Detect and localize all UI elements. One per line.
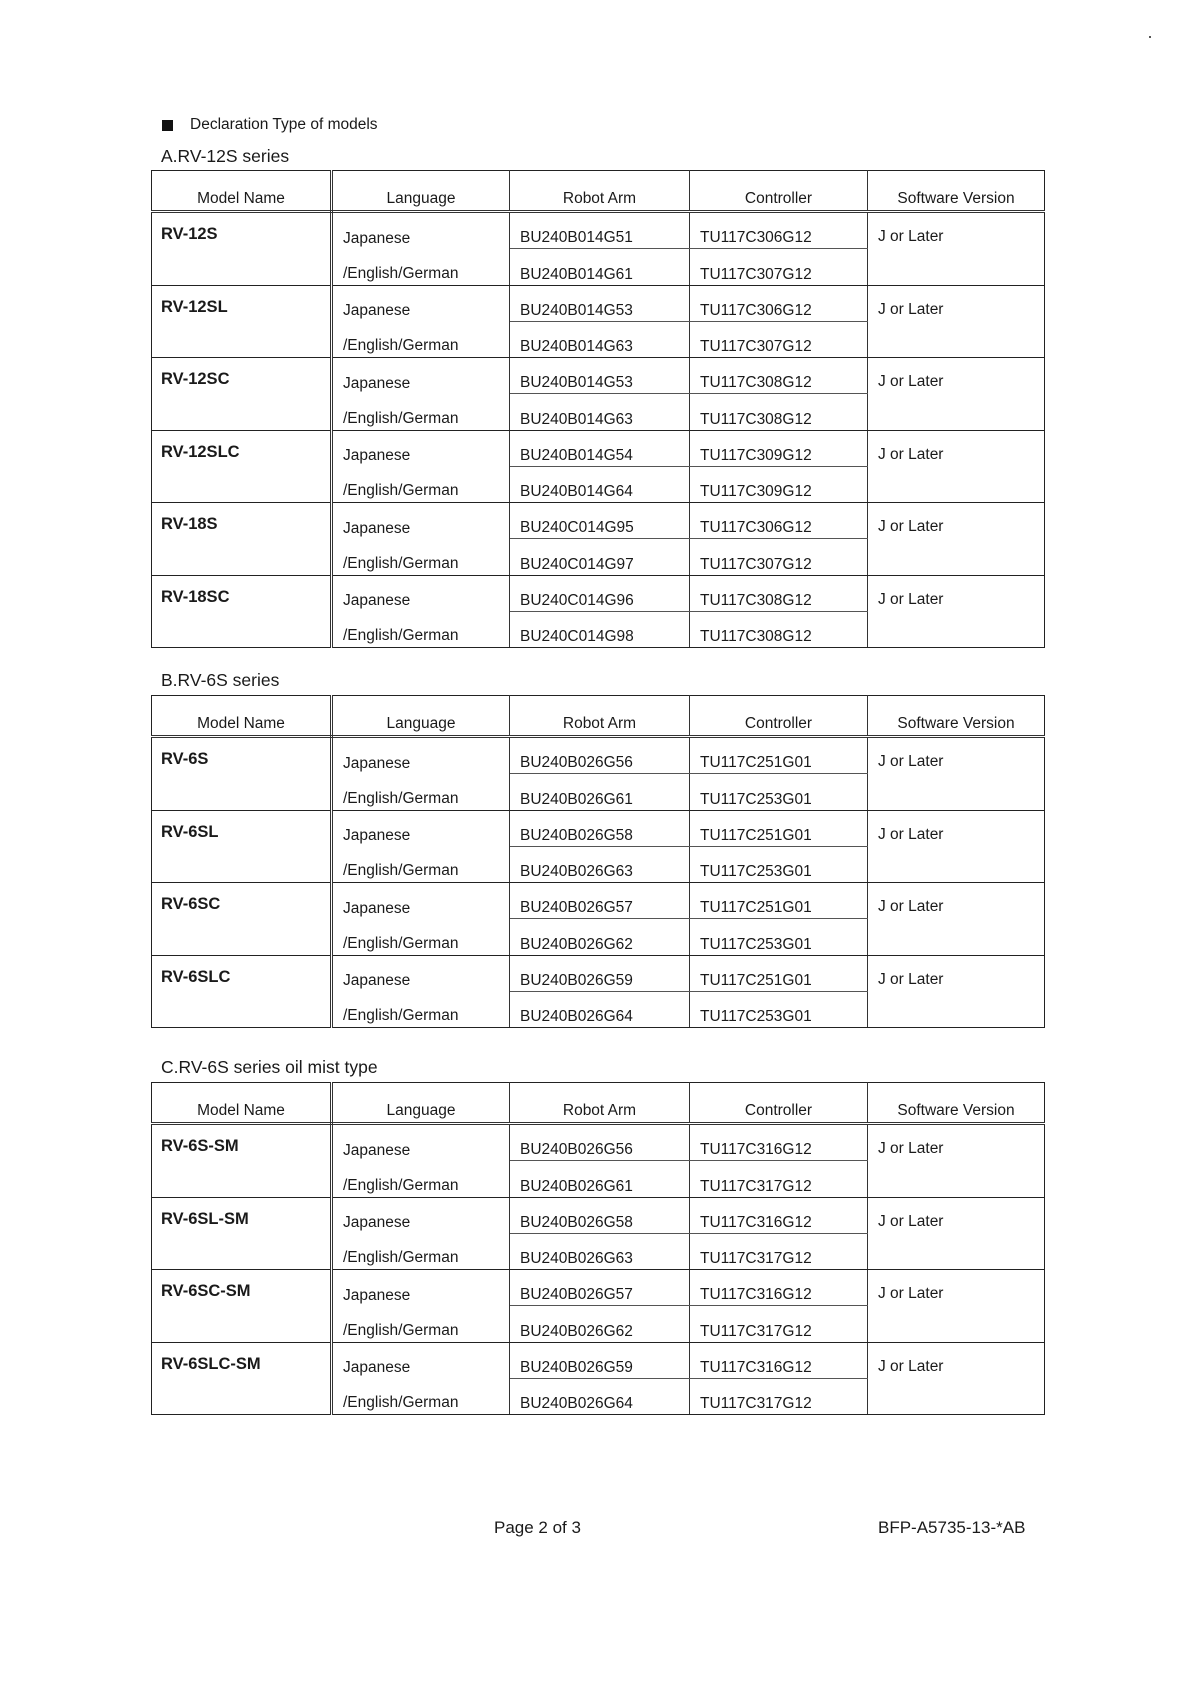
robot-arm-cell: BU240B026G57 [510,883,690,919]
section-title-c: C.RV-6S series oil mist type [161,1057,378,1077]
language-cell: /English/German [332,466,510,503]
language-cell: /English/German [332,539,510,576]
language-cell: /English/German [332,321,510,358]
language-cell: /English/German [332,846,510,883]
controller-cell: TU117C306G12 [690,503,868,539]
model-name-cell: RV-6S [152,737,332,811]
language-cell: /English/German [332,249,510,286]
software-version-cell: J or Later [868,1197,1045,1270]
table-header [152,1083,1045,1124]
model-name-cell: RV-6SLC-SM [152,1342,332,1415]
table-section-a [151,170,1045,648]
model-name-cell: RV-6SL-SM [152,1197,332,1270]
col-header-robot-arm: Robot Arm [510,1083,690,1124]
robot-arm-cell: BU240B014G61 [510,249,690,286]
controller-cell: TU117C317G12 [690,1306,868,1343]
language-cell: Japanese [332,358,510,394]
language-cell: Japanese [332,737,510,774]
declaration-heading [162,116,378,134]
square-bullet-icon [162,120,173,131]
model-row [152,1197,1045,1233]
software-version-cell: J or Later [868,883,1045,956]
robot-arm-cell: BU240B026G62 [510,919,690,956]
language-cell: Japanese [332,503,510,539]
robot-arm-cell: BU240C014G95 [510,503,690,539]
language-cell: Japanese [332,1342,510,1378]
language-cell: Japanese [332,285,510,321]
model-name-cell: RV-18S [152,503,332,576]
controller-cell: TU117C253G01 [690,919,868,956]
robot-arm-cell: BU240B026G62 [510,1306,690,1343]
controller-cell: TU117C306G12 [690,285,868,321]
language-cell: Japanese [332,430,510,466]
controller-cell: TU117C316G12 [690,1124,868,1161]
software-version-cell: J or Later [868,212,1045,286]
model-name-cell: RV-6SC [152,883,332,956]
model-name-cell: RV-6S-SM [152,1124,332,1198]
col-header-software-version: Software Version [868,1083,1045,1124]
robot-arm-cell: BU240B014G54 [510,430,690,466]
software-version-cell: J or Later [868,285,1045,358]
col-header-robot-arm: Robot Arm [510,171,690,212]
table-header [152,696,1045,737]
col-header-language: Language [332,696,510,737]
model-name-cell: RV-12S [152,212,332,286]
language-cell: /English/German [332,919,510,956]
table-section-c [151,1082,1045,1415]
controller-cell: TU117C307G12 [690,539,868,576]
section-title-a: A.RV-12S series [161,146,290,166]
col-header-controller: Controller [690,1083,868,1124]
controller-cell: TU117C307G12 [690,321,868,358]
model-name-cell: RV-12SLC [152,430,332,503]
model-row [152,1342,1045,1378]
model-row [152,737,1045,774]
robot-arm-cell: BU240B026G63 [510,1233,690,1270]
robot-arm-cell: BU240B014G53 [510,285,690,321]
controller-cell: TU117C316G12 [690,1270,868,1306]
controller-cell: TU117C307G12 [690,249,868,286]
robot-arm-cell: BU240B026G59 [510,1342,690,1378]
model-name-cell: RV-6SL [152,810,332,883]
col-header-robot-arm: Robot Arm [510,696,690,737]
controller-cell: TU117C251G01 [690,883,868,919]
col-header-language: Language [332,1083,510,1124]
language-cell: /English/German [332,1161,510,1198]
controller-cell: TU117C309G12 [690,466,868,503]
col-header-model: Model Name [152,696,332,737]
language-cell: Japanese [332,575,510,611]
language-cell: /English/German [332,1378,510,1415]
model-name-cell: RV-6SLC [152,955,332,1028]
scan-speck [1149,36,1151,38]
col-header-controller: Controller [690,696,868,737]
model-name-cell: RV-12SL [152,285,332,358]
language-cell: Japanese [332,212,510,249]
language-cell: /English/German [332,1233,510,1270]
document-id: BFP-A5735-13-*AB [878,1518,1026,1537]
model-row [152,955,1045,991]
language-cell: /English/German [332,1306,510,1343]
model-row [152,430,1045,466]
table-section-b [151,695,1045,1028]
controller-cell: TU117C253G01 [690,991,868,1028]
robot-arm-cell: BU240B026G56 [510,1124,690,1161]
controller-cell: TU117C316G12 [690,1342,868,1378]
controller-cell: TU117C308G12 [690,358,868,394]
software-version-cell: J or Later [868,955,1045,1028]
software-version-cell: J or Later [868,358,1045,431]
language-cell: Japanese [332,955,510,991]
declaration-heading-text: Declaration Type of models [190,116,378,133]
model-row [152,1270,1045,1306]
software-version-cell: J or Later [868,737,1045,811]
page-number: Page 2 of 3 [494,1518,581,1537]
controller-cell: TU117C308G12 [690,611,868,648]
controller-cell: TU117C317G12 [690,1161,868,1198]
robot-arm-cell: BU240B026G61 [510,1161,690,1198]
robot-arm-cell: BU240B026G58 [510,1197,690,1233]
controller-cell: TU117C317G12 [690,1378,868,1415]
robot-arm-cell: BU240C014G98 [510,611,690,648]
col-header-language: Language [332,171,510,212]
controller-cell: TU117C251G01 [690,737,868,774]
robot-arm-cell: BU240B026G59 [510,955,690,991]
controller-cell: TU117C308G12 [690,575,868,611]
robot-arm-cell: BU240C014G97 [510,539,690,576]
controller-cell: TU117C306G12 [690,212,868,249]
model-row [152,1124,1045,1161]
robot-arm-cell: BU240B014G53 [510,358,690,394]
model-name-cell: RV-12SC [152,358,332,431]
model-row [152,883,1045,919]
col-header-controller: Controller [690,171,868,212]
robot-arm-cell: BU240B014G51 [510,212,690,249]
language-cell: Japanese [332,1270,510,1306]
software-version-cell: J or Later [868,1342,1045,1415]
model-row [152,503,1045,539]
software-version-cell: J or Later [868,430,1045,503]
col-header-model: Model Name [152,1083,332,1124]
controller-cell: TU117C251G01 [690,955,868,991]
model-row [152,212,1045,249]
model-row [152,358,1045,394]
col-header-software-version: Software Version [868,171,1045,212]
model-row [152,810,1045,846]
model-name-cell: RV-6SC-SM [152,1270,332,1343]
table-header [152,171,1045,212]
robot-arm-cell: BU240B014G64 [510,466,690,503]
robot-arm-cell: BU240C014G96 [510,575,690,611]
software-version-cell: J or Later [868,503,1045,576]
robot-arm-cell: BU240B026G64 [510,1378,690,1415]
robot-arm-cell: BU240B014G63 [510,321,690,358]
software-version-cell: J or Later [868,575,1045,648]
robot-arm-cell: BU240B026G64 [510,991,690,1028]
robot-arm-cell: BU240B026G61 [510,774,690,811]
robot-arm-cell: BU240B026G56 [510,737,690,774]
language-cell: /English/German [332,774,510,811]
section-title-b: B.RV-6S series [161,670,280,690]
robot-arm-cell: BU240B026G57 [510,1270,690,1306]
software-version-cell: J or Later [868,810,1045,883]
controller-cell: TU117C253G01 [690,846,868,883]
model-row [152,575,1045,611]
language-cell: Japanese [332,1124,510,1161]
software-version-cell: J or Later [868,1270,1045,1343]
col-header-software-version: Software Version [868,696,1045,737]
col-header-model: Model Name [152,171,332,212]
language-cell: /English/German [332,991,510,1028]
model-row [152,285,1045,321]
controller-cell: TU117C317G12 [690,1233,868,1270]
software-version-cell: J or Later [868,1124,1045,1198]
robot-arm-cell: BU240B014G63 [510,394,690,431]
language-cell: Japanese [332,1197,510,1233]
controller-cell: TU117C308G12 [690,394,868,431]
language-cell: Japanese [332,810,510,846]
robot-arm-cell: BU240B026G63 [510,846,690,883]
controller-cell: TU117C309G12 [690,430,868,466]
controller-cell: TU117C253G01 [690,774,868,811]
language-cell: Japanese [332,883,510,919]
model-name-cell: RV-18SC [152,575,332,648]
language-cell: /English/German [332,394,510,431]
robot-arm-cell: BU240B026G58 [510,810,690,846]
language-cell: /English/German [332,611,510,648]
controller-cell: TU117C251G01 [690,810,868,846]
controller-cell: TU117C316G12 [690,1197,868,1233]
